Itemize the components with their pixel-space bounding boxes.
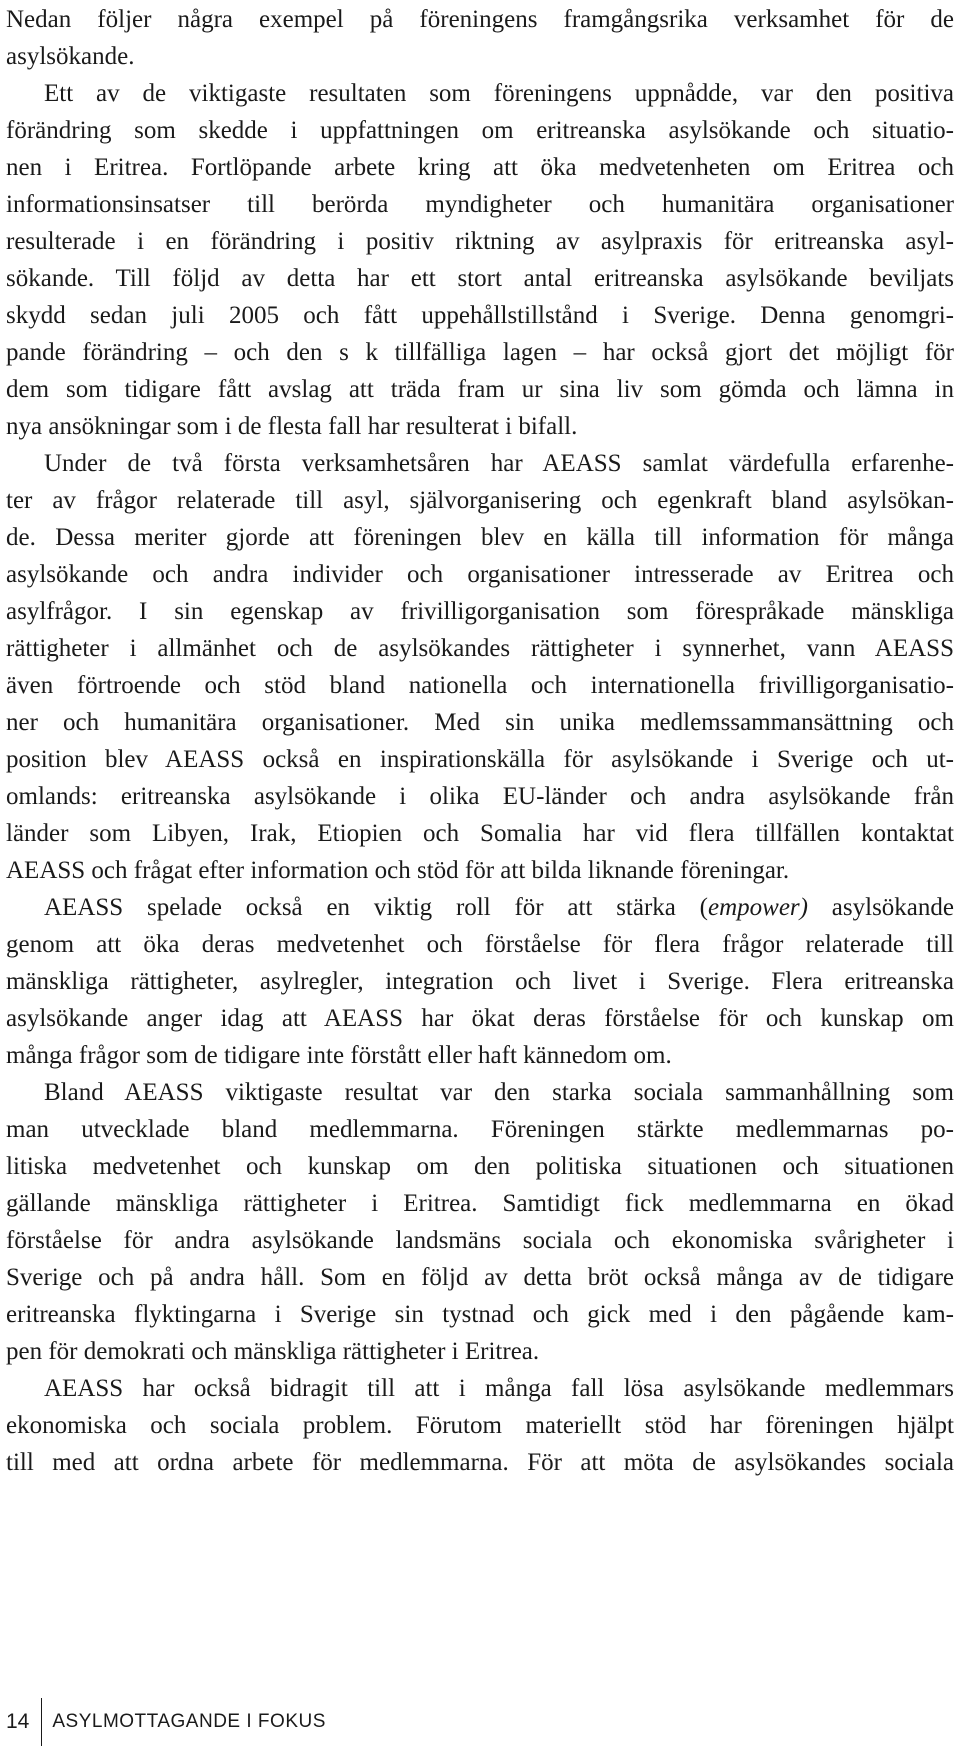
text-line: asylfrågor. I sin egenskap av frivilligorganisation som förespråkade mänskliga xyxy=(6,598,954,625)
emphasis-text: empower) xyxy=(708,894,808,921)
text-line: eritreanska flyktingarna i Sverige sin tystnad och gick med i den pågående kam- xyxy=(6,1301,954,1328)
text-line: förändring som skedde i uppfattningen om eritreanska asylsökande och situatio- xyxy=(6,117,954,144)
text-line: genom att öka deras medvetenhet och förståelse för flera frågor relaterade till xyxy=(6,931,954,958)
text-line: litiska medvetenhet och kunskap om den politiska situationen och situationen xyxy=(6,1153,954,1180)
text-line: Bland AEASS viktigaste resultat var den starka sociala sammanhållning som xyxy=(44,1079,954,1106)
text-line: även förtroende och stöd bland nationella och internationella frivilligorganisatio- xyxy=(6,672,954,699)
text-line: ner och humanitära organisationer. Med sin unika medlemssammansättning och xyxy=(6,709,954,736)
text-line: till med att ordna arbete för medlemmarna. För att möta de asylsökandes sociala xyxy=(6,1449,954,1476)
text-line xyxy=(6,888,954,928)
text-line: asylsökande anger idag att AEASS har ökat deras förståelse för och kunskap om xyxy=(6,1005,954,1032)
text-line: Nedan följer några exempel på föreningens framgångsrika verksamhet för de xyxy=(6,6,954,33)
text-line: resulterade i en förändring i positiv riktning av asylpraxis för eritreanska asyl- xyxy=(6,228,954,255)
text-line: pen för demokrati och mänskliga rättigheter i Eritrea. xyxy=(6,1338,540,1365)
text-line: länder som Libyen, Irak, Etiopien och Somalia har vid flera tillfällen kontaktat xyxy=(6,820,954,847)
text-line: AEASS och frågat efter information och stöd för att bilda liknande föreningar. xyxy=(6,857,790,884)
text-line: förståelse för andra asylsökande landsmäns sociala och ekonomiska svårigheter i xyxy=(6,1227,954,1254)
text-line: position blev AEASS också en inspirationskälla för asylsökande i Sverige och ut- xyxy=(6,746,954,773)
text-line: omlands: eritreanska asylsökande i olika EU-länder och andra asylsökande från xyxy=(6,783,954,810)
text-line: informationsinsatser till berörda myndigheter och humanitära organisationer xyxy=(6,191,954,218)
text-line: många frågor som de tidigare inte förstått eller haft kännedom om. xyxy=(6,1042,672,1069)
page-footer xyxy=(6,1698,326,1746)
text-line: rättigheter i allmänhet och de asylsökandes rättigheter i synnerhet, vann AEASS xyxy=(6,635,954,662)
text-line: AEASS har också bidragit till att i många fall lösa asylsökande medlemmars xyxy=(44,1375,954,1402)
text-line: gällande mänskliga rättigheter i Eritrea. Samtidigt fick medlemmarna en ökad xyxy=(6,1190,954,1217)
text-line: sökande. Till följd av detta har ett stort antal eritreanska asylsökande beviljats xyxy=(6,265,954,292)
text-line: Sverige och på andra håll. Som en följd av detta bröt också många av de tidigare xyxy=(6,1264,954,1291)
text-line: asylsökande och andra individer och organisationer intresserade av Eritrea och xyxy=(6,561,954,588)
text-line: skydd sedan juli 2005 och fått uppehållstillstånd i Sverige. Denna genomgri- xyxy=(6,302,954,329)
footer-divider xyxy=(41,1698,42,1746)
text-span: AEASS spelade också en viktig roll för att stärka ( xyxy=(44,894,709,921)
text-line: asylsökande. xyxy=(6,43,135,70)
text-line: man utvecklade bland medlemmarna. Föreningen stärkte medlemmarnas po- xyxy=(6,1116,954,1143)
page-number: 14 xyxy=(6,1710,30,1733)
text-line: dem som tidigare fått avslag att träda fram ur sina liv som gömda och lämna in xyxy=(6,376,954,403)
text-line: mänskliga rättigheter, asylregler, integration och livet i Sverige. Flera eritreanska xyxy=(6,968,954,995)
text-line: ter av frågor relaterade till asyl, självorganisering och egenkraft bland asylsökan- xyxy=(6,487,954,514)
text-line: ekonomiska och sociala problem. Förutom materiellt stöd har föreningen hjälpt xyxy=(6,1412,954,1439)
text-line: Ett av de viktigaste resultaten som föreningens uppnådde, var den positiva xyxy=(44,80,954,107)
text-span: asylsökande xyxy=(808,894,954,921)
running-title: ASYLMOTTAGANDE I FOKUS xyxy=(52,1711,326,1732)
text-line: Under de två första verksamhetsåren har AEASS samlat värdefulla erfarenhe- xyxy=(44,450,954,477)
text-line: nya ansökningar som i de flesta fall har resulterat i bifall. xyxy=(6,413,578,440)
text-line: pande förändring – och den s k tillfälliga lagen – har också gjort det möjligt för xyxy=(6,339,954,366)
text-line: de. Dessa meriter gjorde att föreningen blev en källa till information för många xyxy=(6,524,954,551)
text-line: nen i Eritrea. Fortlöpande arbete kring att öka medvetenheten om Eritrea och xyxy=(6,154,954,181)
